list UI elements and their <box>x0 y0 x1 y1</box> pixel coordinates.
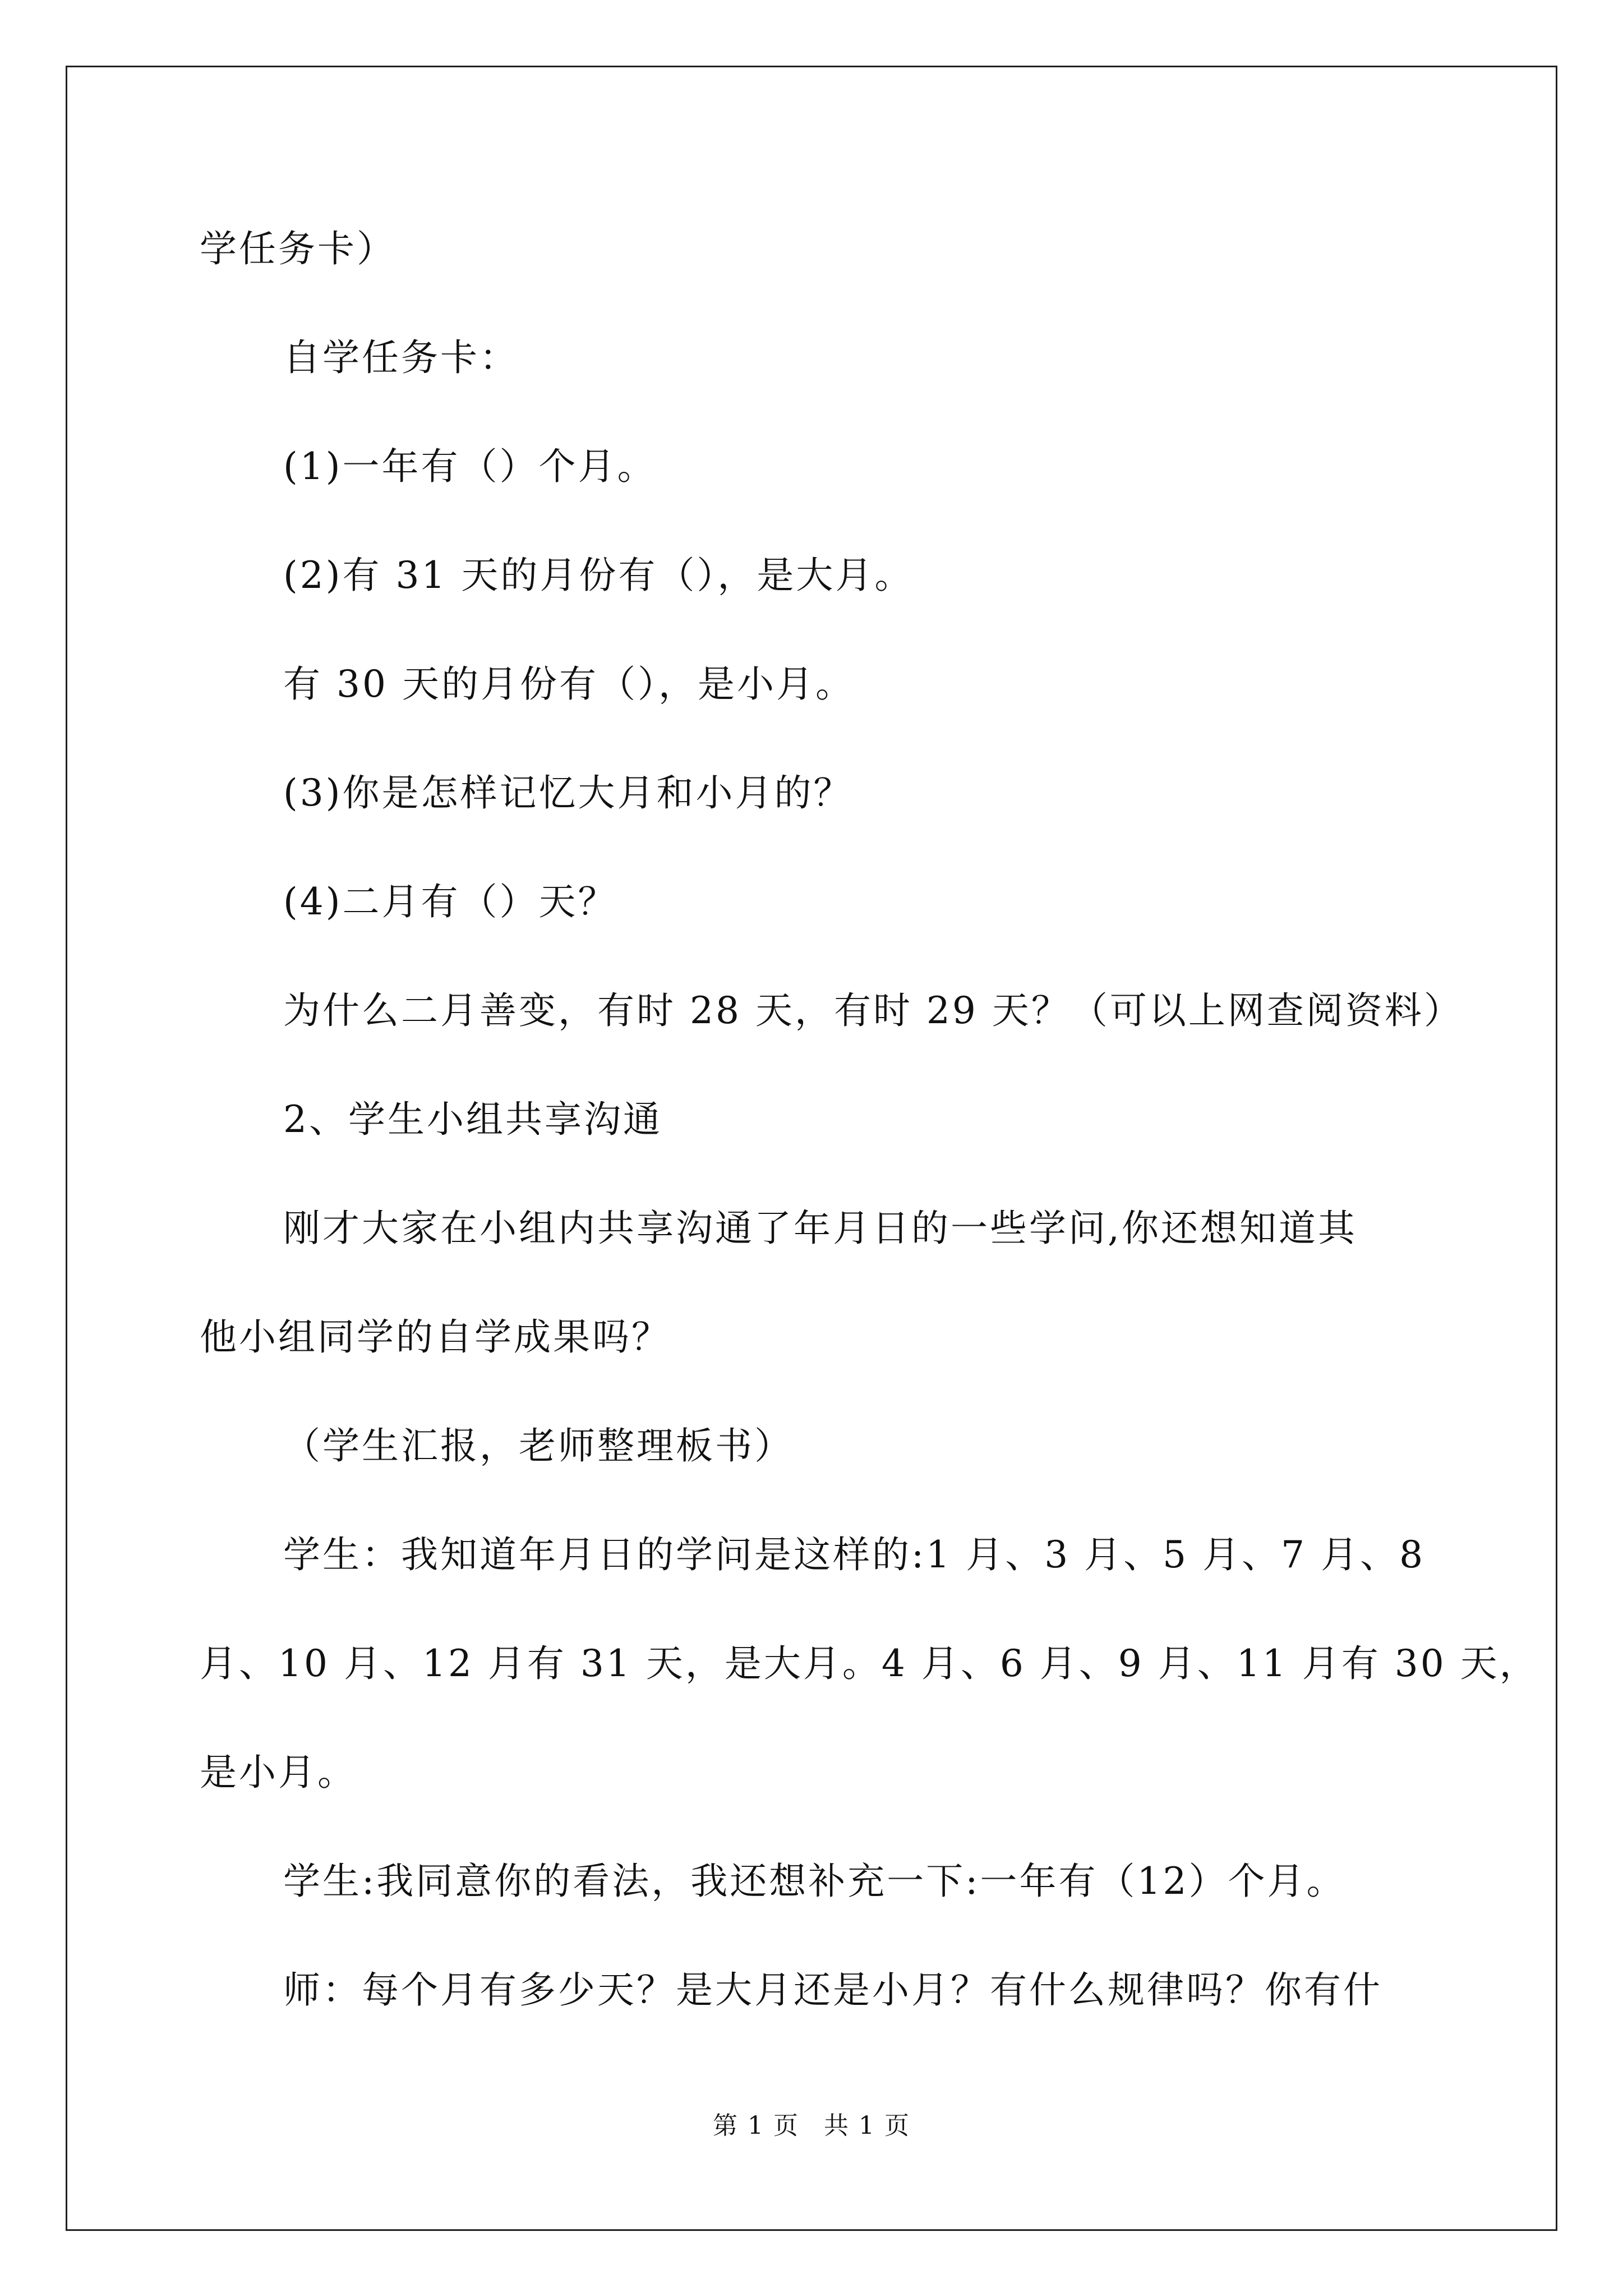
text-line-5: 有 30 天的月份有（），是小月。 <box>283 662 855 706</box>
text-line-15: 是小月。 <box>200 1751 357 1794</box>
text-line-8: 为什么二月善变，有时 28 天，有时 29 天？（可以上网查阅资料） <box>283 989 1463 1032</box>
text-line-11: 他小组同学的自学成果吗？ <box>200 1315 671 1359</box>
text-line-9: 2、学生小组共享沟通 <box>283 1098 662 1141</box>
page-border <box>66 66 1557 2231</box>
text-line-1: 学任务卡） <box>200 227 396 270</box>
page-footer <box>0 2110 1623 2142</box>
page-total: 共 1 页 <box>824 2111 910 2140</box>
text-line-13: 学生：我知道年月日的学问是这样的:1 月、3 月、5 月、7 月、8 <box>283 1533 1426 1576</box>
text-line-2: 自学任务卡： <box>283 336 519 379</box>
text-line-12: （学生汇报，老师整理板书） <box>283 1424 794 1467</box>
text-line-10: 刚才大家在小组内共享沟通了年月日的一些学问,你还想知道其 <box>283 1207 1357 1250</box>
text-line-7: (4)二月有（）天？ <box>283 880 617 923</box>
text-line-17: 师：每个月有多少天？是大月还是小月？有什么规律吗？你有什 <box>283 1968 1382 2012</box>
text-line-6: (3)你是怎样记忆大月和小月的？ <box>283 771 853 815</box>
text-line-3: (1)一年有（）个月。 <box>283 445 657 488</box>
text-line-16: 学生:我同意你的看法，我还想补充一下:一年有（12）个月。 <box>283 1860 1346 1903</box>
text-line-4: (2)有 31 天的月份有（），是大月。 <box>283 554 914 597</box>
page-number: 第 1 页 <box>713 2111 799 2140</box>
text-line-14: 月、10 月、12 月有 31 天，是大月。4 月、6 月、9 月、11 月有 30 天， <box>200 1642 1539 1685</box>
